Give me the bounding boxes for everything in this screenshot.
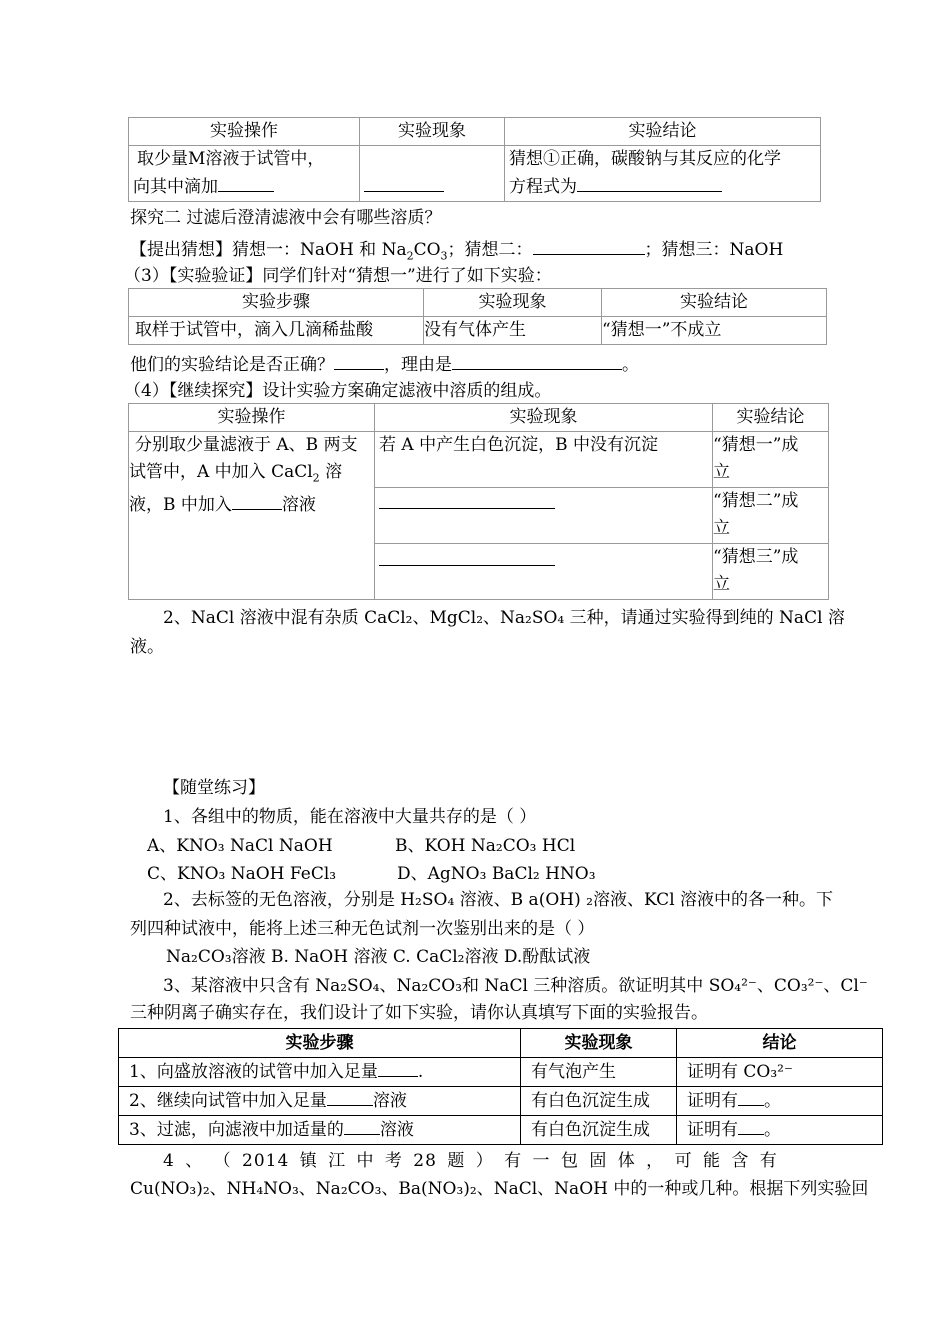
practice-q2-line-1: 2、去标签的无色溶液，分别是 H₂SO₄ 溶液、B a(OH) ₂溶液、KCl 溶液中的各一种。下 [163, 890, 834, 910]
question-four-line-1: 4 、 （ 2014 镇 江 中 考 28 题 ） 有 一 包 固 体 ， 可 能 含 有 [163, 1151, 778, 1171]
answer-blank[interactable] [218, 173, 274, 192]
step-text: 2、继续向试管中加入足量 [129, 1091, 327, 1111]
conclusion-line: 立 [713, 462, 730, 482]
phenomenon-cell [360, 146, 505, 202]
verify-three-heading: （3）【实验验证】同学们针对“猜想一”进行了如下实验： [124, 266, 552, 286]
practice-q1-option-a: A、KNO₃ NaCl NaOH [147, 836, 333, 856]
operation-text: 液，B 中加入 [129, 495, 232, 516]
header-phenomenon: 实验现象 [360, 118, 505, 146]
answer-blank[interactable] [379, 547, 555, 566]
operation-line-3 [129, 491, 370, 519]
header-conclusion: 实验结论 [713, 404, 829, 432]
hypothesis-prefix: 【提出猜想】猜想一：NaOH 和 Na [130, 240, 407, 260]
conclusion-line: “猜想二”成 [713, 491, 799, 511]
hypothesis-suffix: ；猜想三：NaOH [644, 240, 784, 260]
table-header-row [129, 289, 827, 317]
question-two-line-2: 液。 [130, 637, 164, 657]
practice-q1-option-b: B、KOH Na₂CO₃ HCl [395, 836, 576, 856]
answer-blank[interactable] [738, 1116, 764, 1135]
conclusion-cell [677, 1116, 883, 1145]
practice-q1-option-d: D、AgNO₃ BaCl₂ HNO₃ [397, 864, 596, 884]
table-row [119, 1116, 883, 1145]
conclusion-text: 。 [764, 1120, 781, 1140]
explore-two-heading: 探究二 过滤后澄清滤液中会有哪些溶质？ [130, 208, 442, 228]
answer-blank[interactable] [364, 173, 444, 192]
conclusion-cell [505, 146, 821, 202]
conclusion-cell [713, 544, 829, 600]
question-four-line-2: Cu(NO₃)₂、NH₄NO₃、Na₂CO₃、Ba(NO₃)₂、NaCl、NaOH 中的一种或几种。根据下列实验回 [130, 1179, 869, 1199]
table-row [119, 1058, 883, 1087]
answer-blank[interactable] [577, 173, 722, 192]
conclusion-text: 证明有 CO₃²⁻ [687, 1062, 793, 1082]
step-text: 3、过滤，向滤液中加适量的 [129, 1120, 344, 1140]
operation-cell [129, 432, 375, 600]
operation-line-2 [133, 173, 355, 201]
operation-text: 溶液 [281, 495, 316, 516]
answer-blank[interactable] [533, 236, 645, 255]
operation-text: 溶 [319, 462, 343, 482]
step-text: 溶液 [379, 1120, 414, 1140]
phenomenon-cell: 有白色沉淀生成 [521, 1116, 677, 1145]
header-conclusion: 实验结论 [602, 289, 827, 317]
answer-blank[interactable] [452, 351, 622, 370]
conclusion-cell [677, 1087, 883, 1116]
conclusion-line: “猜想三”成 [713, 547, 799, 567]
step-cell [119, 1116, 521, 1145]
table-row [129, 317, 827, 345]
answer-blank[interactable] [327, 1087, 373, 1106]
conclusion-cell [713, 488, 829, 544]
step-text: . [417, 1062, 424, 1082]
practice-q2-options: Na₂CO₃溶液 B. NaOH 溶液 C. CaCl₂溶液 D.酚酞试液 [166, 947, 591, 967]
phenomenon-cell: 有气泡产生 [521, 1058, 677, 1087]
phenomenon-cell: 有白色沉淀生成 [521, 1087, 677, 1116]
continue-four-heading: （4）【继续探究】设计实验方案确定滤液中溶质的组成。 [124, 381, 552, 401]
header-steps: 实验步骤 [119, 1029, 521, 1058]
phenomenon-cell [375, 544, 713, 600]
answer-blank[interactable] [344, 1116, 380, 1135]
operation-line-1: 分别取少量滤液于 A、B 两支 [135, 435, 358, 455]
table-header-row [129, 404, 829, 432]
phenomenon-cell [375, 488, 713, 544]
table-experiment-report [118, 1028, 883, 1145]
reason-text: ，理由是 [384, 355, 452, 375]
step-cell [119, 1058, 521, 1087]
conclusion-line-2: 方程式为 [509, 177, 577, 197]
question-text: 他们的实验结论是否正确？ [130, 355, 334, 375]
practice-q1-option-c: C、KNO₃ NaOH FeCl₃ [147, 864, 337, 884]
phenomenon-cell: 若 A 中产生白色沉淀，B 中没有沉淀 [375, 432, 713, 488]
table-header-row [119, 1029, 883, 1058]
hypothesis-co3: CO [413, 240, 441, 260]
table-header-row [129, 118, 821, 146]
conclusion-line: 立 [713, 574, 730, 594]
period: 。 [622, 355, 639, 375]
conclusion-cell: “猜想一”不成立 [602, 317, 827, 345]
conclusion-text: 证明有 [687, 1091, 738, 1111]
header-phenomenon: 实验现象 [375, 404, 713, 432]
table-row [129, 146, 821, 202]
conclusion-cell [677, 1058, 883, 1087]
hypothesis-mid: ；猜想二： [447, 240, 533, 260]
hypothesis-line: 【提出猜想】猜想一：NaOH 和 $Na_2CO_3$；猜想二： ；猜想三：NaOH [130, 236, 783, 267]
operation-line-2: 试管中，A 中加入 CaCl$_2$ 溶 [129, 462, 343, 485]
practice-title: 【随堂练习】 [163, 778, 265, 798]
practice-q1: 1、各组中的物质，能在溶液中大量共存的是（ ） [163, 807, 537, 827]
header-conclusion: 实验结论 [505, 118, 821, 146]
practice-q3-line-1: 3、某溶液中只含有 Na₂SO₄、Na₂CO₃和 NaCl 三种溶质。欲证明其中 SO₄²⁻、CO₃²⁻、Cl⁻ [163, 976, 868, 996]
conclusion-line: “猜想一”成 [713, 435, 799, 455]
answer-blank[interactable] [379, 490, 555, 509]
conclusion-line: 立 [713, 518, 730, 538]
header-steps: 实验步骤 [129, 289, 424, 317]
table-experiment-1 [128, 117, 821, 202]
practice-q3-line-2: 三种阴离子确实存在，我们设计了如下实验，请你认真填写下面的实验报告。 [130, 1003, 708, 1023]
header-phenomenon: 实验现象 [521, 1029, 677, 1058]
question-correct-line [130, 351, 639, 376]
step-cell: 取样于试管中，滴入几滴稀盐酸 [129, 317, 424, 345]
step-text: 1、向盛放溶液的试管中加入足量 [129, 1062, 378, 1082]
header-conclusion: 结论 [677, 1029, 883, 1058]
operation-text: 向其中滴加 [133, 177, 218, 197]
answer-blank[interactable] [334, 351, 384, 370]
answer-blank[interactable] [738, 1087, 764, 1106]
header-phenomenon: 实验现象 [424, 289, 602, 317]
operation-line-1: 取少量M溶液于试管中， [137, 149, 325, 169]
operation-text: 试管中，A 中加入 CaCl [129, 462, 313, 482]
conclusion-text: 。 [764, 1091, 781, 1111]
practice-q2-line-2: 列四种试液中，能将上述三种无色试剂一次鉴别出来的是（ ） [130, 919, 595, 939]
conclusion-cell [713, 432, 829, 488]
step-cell [119, 1087, 521, 1116]
header-operation: 实验操作 [129, 118, 360, 146]
table-row [129, 432, 829, 488]
phenomenon-cell: 没有气体产生 [424, 317, 602, 345]
conclusion-text: 证明有 [687, 1120, 738, 1140]
step-text: 溶液 [372, 1091, 407, 1111]
table-experiment-2 [128, 288, 827, 345]
question-two-line-1: 2、NaCl 溶液中混有杂质 CaCl₂、MgCl₂、Na₂SO₄ 三种，请通过实验得到纯的 NaCl 溶 [163, 608, 845, 628]
operation-cell [129, 146, 360, 202]
conclusion-line-1: 猜想①正确，碳酸钠与其反应的化学 [509, 149, 781, 169]
header-operation: 实验操作 [129, 404, 375, 432]
table-row [119, 1087, 883, 1116]
table-experiment-3 [128, 403, 829, 600]
answer-blank[interactable] [232, 491, 282, 510]
answer-blank[interactable] [378, 1058, 418, 1077]
